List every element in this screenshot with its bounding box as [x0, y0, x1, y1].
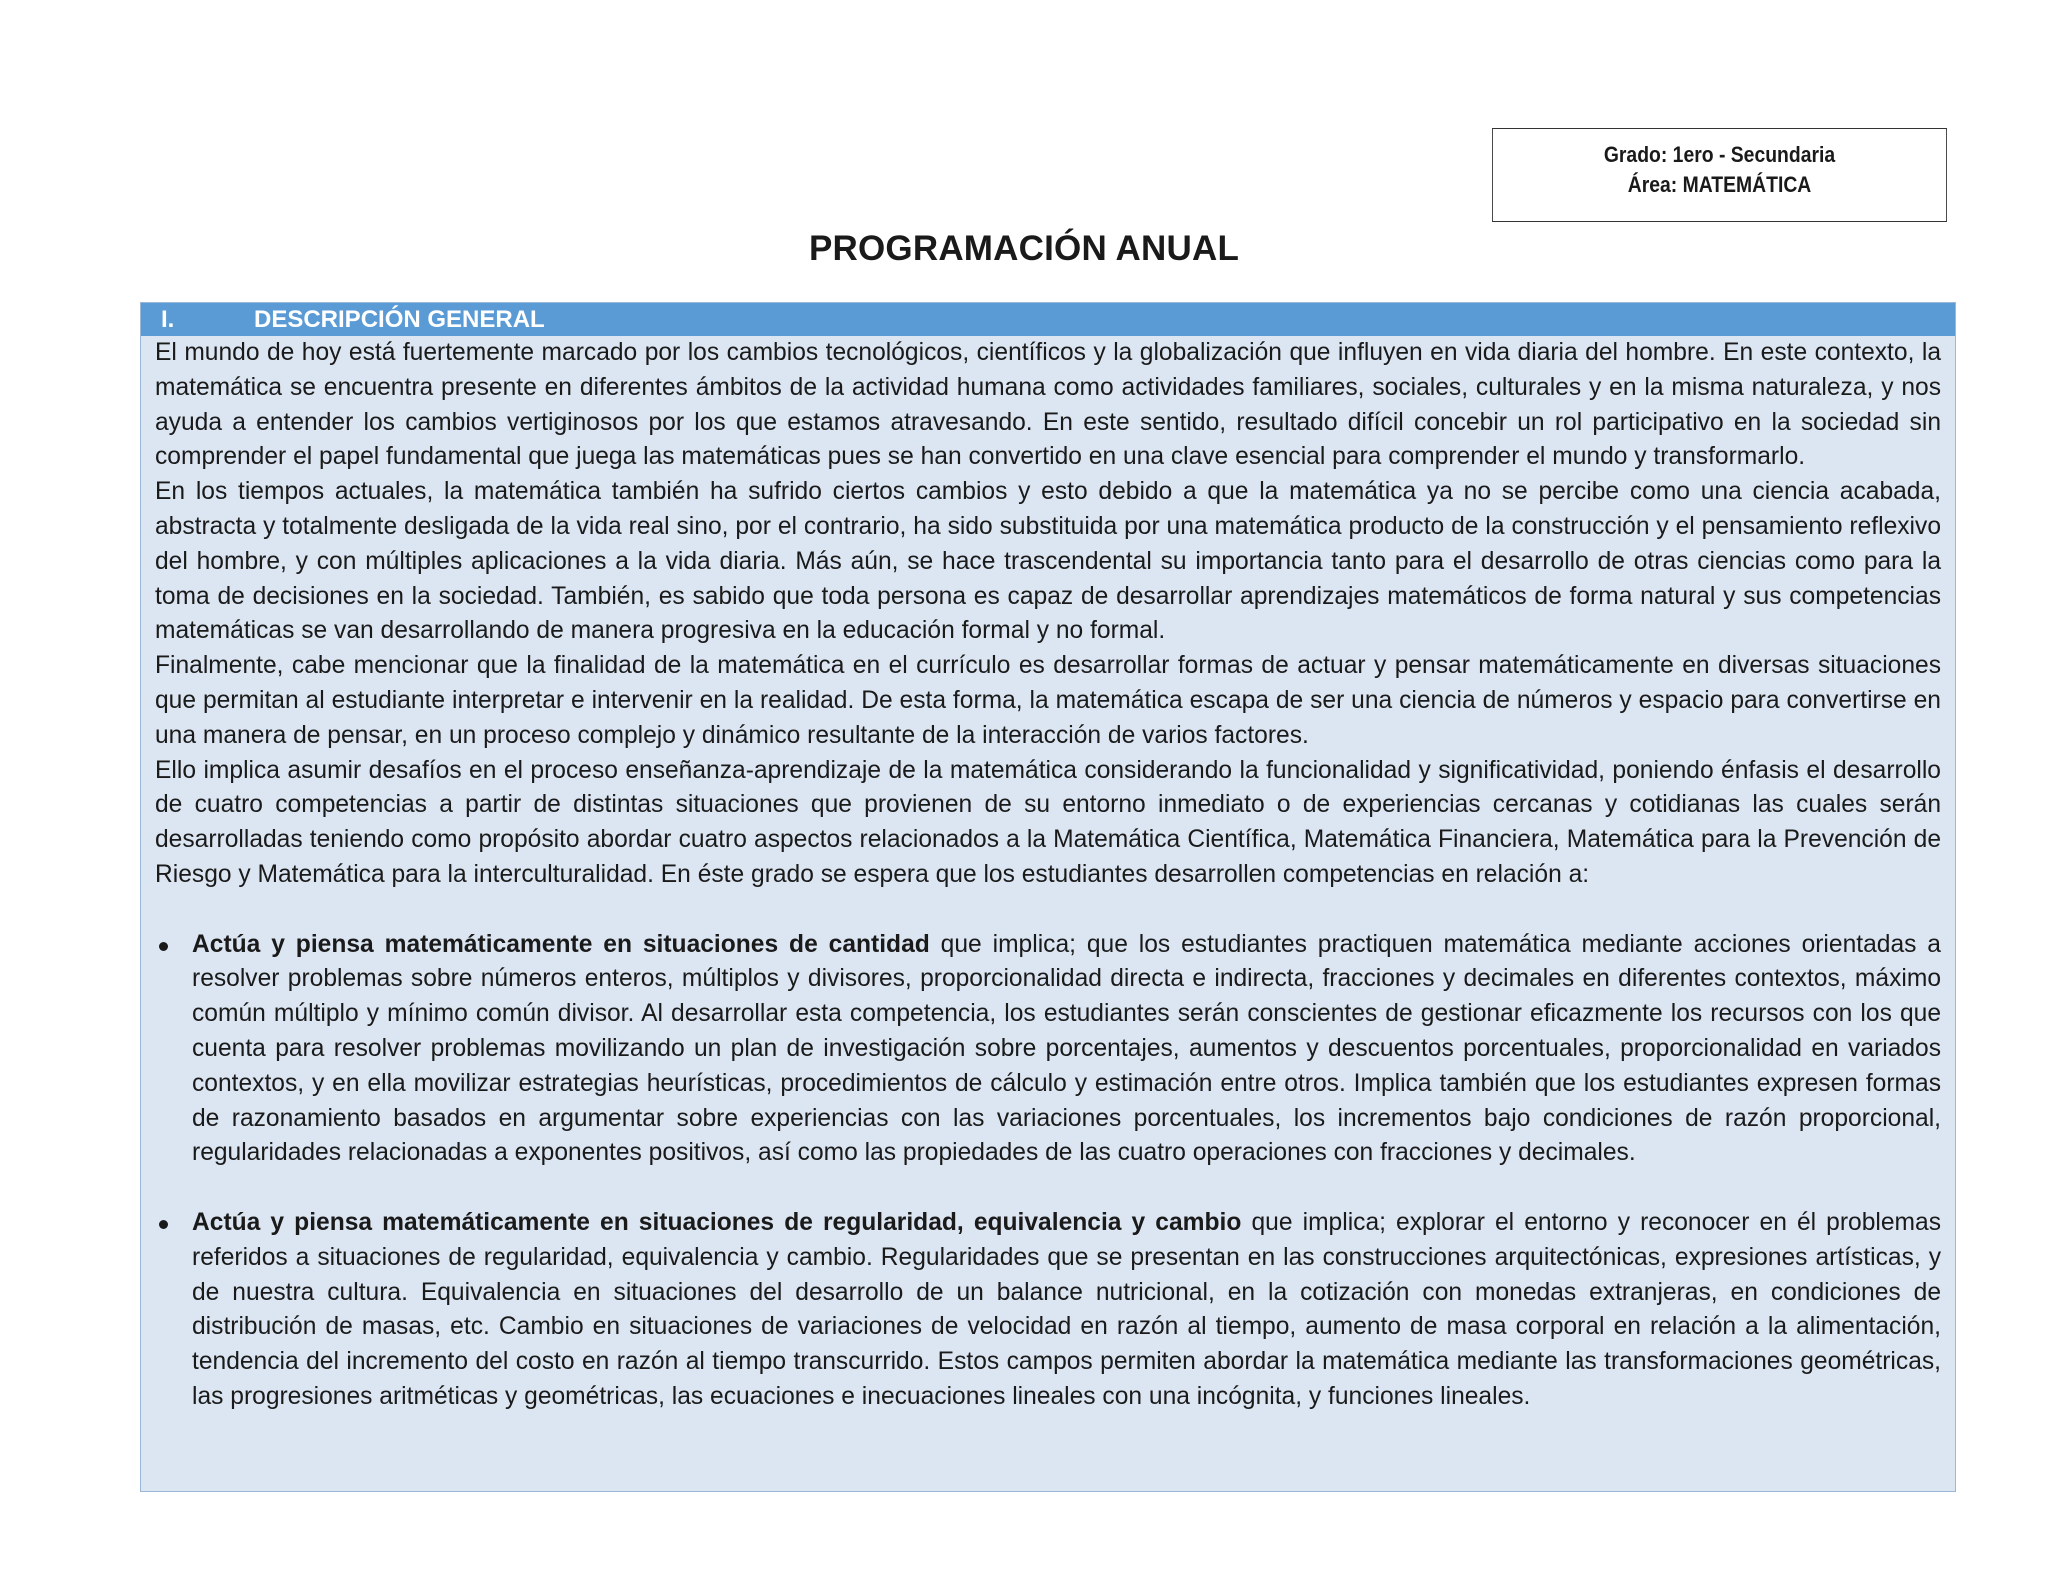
section-title: DESCRIPCIÓN GENERAL [254, 306, 545, 333]
section-general-description [140, 302, 1956, 1492]
bullet-bold-text: Actúa y piensa matemáticamente en situaciones de cantidad [192, 930, 930, 958]
spacer [155, 1171, 1941, 1206]
bullet-icon [159, 942, 168, 951]
bullet-text: que implica; explorar el entorno y reconocer en él problemas referidos a situaciones de regularidad, equivalencia y cambio. Regularidades que se presentan en las construcciones arquitectónicas, expresiones artísticas, y de nuestra cultura. Equivalencia en situaciones del desarrollo de un balance nutricional, en la cotización con monedas extranjeras, en condiciones de distribución de masas, etc. Cambio en situaciones de variaciones de velocidad en razón al tiempo, aumento de masa corporal en relación a la alimentación, tendencia del incremento del costo en razón al tiempo transcurrido. Estos campos permiten abordar la matemática mediante las transformaciones geométricas, las progresiones aritméticas y geométricas, las ecuaciones e inecuaciones lineales con una incógnita, y funciones lineales. [192, 1208, 1942, 1410]
paragraph: Ello implica asumir desafíos en el proceso enseñanza-aprendizaje de la matemática considerando la funcionalidad y significatividad, poniendo énfasis el desarrollo de cuatro competencias a partir de distintas situaciones que provienen de su entorno inmediato o de experiencias cercanas y cotidianas las cuales serán desarrolladas teniendo como propósito abordar cuatro aspectos relacionados a la Matemática Científica, Matemática Financiera, Matemática para la Prevención de Riesgo y Matemática para la interculturalidad. En éste grado se espera que los estudiantes desarrollen competencias en relación a: [155, 756, 1941, 888]
section-header [141, 303, 1955, 336]
paragraph: En los tiempos actuales, la matemática también ha sufrido ciertos cambios y esto debido a que la matemática ya no se percibe como una ciencia acabada, abstracta y totalmente desligada de la vida real sino, por el contrario, ha sido substituida por una matemática producto de la construcción y el pensamiento reflexivo del hombre, y con múltiples aplicaciones a la vida diaria. Más aún, se hace trascendental su importancia tanto para el desarrollo de otras ciencias como para la toma de decisiones en la sociedad. También, es sabido que toda persona es capaz de desarrollar aprendizajes matemáticos de forma natural y sus competencias matemáticas se van desarrollando de manera progresiva en la educación formal y no formal. [155, 478, 1941, 645]
section-body [141, 336, 1955, 1415]
grade-label: Grado: 1ero - Secundaria [1603, 142, 1836, 167]
grade-area-box [1492, 128, 1947, 222]
spacer [155, 893, 1941, 928]
paragraph: Finalmente, cabe mencionar que la finalidad de la matemática en el currículo es desarrollar formas de actuar y pensar matemáticamente en diversas situaciones que permitan al estudiante interpretar e intervenir en la realidad. De esta forma, la matemática escapa de ser una ciencia de números y espacio para convertirse en una manera de pensar, en un proceso complejo y dinámico resultante de la interacción de varios factores. [155, 652, 1941, 749]
page-title: PROGRAMACIÓN ANUAL [808, 229, 1240, 268]
bullet-item-regularidad [155, 1206, 1941, 1415]
section-number: I. [161, 306, 175, 333]
bullet-item-cantidad [155, 928, 1941, 1172]
bullet-icon [159, 1220, 168, 1229]
bullet-bold-text: Actúa y piensa matemáticamente en situaciones de regularidad, equivalencia y cambio [192, 1208, 1242, 1236]
area-label: Área: MATEMÁTICA [1627, 172, 1812, 197]
bullet-text: que implica; que los estudiantes practiquen matemática mediante acciones orientadas a resolver problemas sobre números enteros, múltiplos y divisores, proporcionalidad directa e indirecta, fracciones y decimales en diferentes contextos, máximo común múltiplo y mínimo común divisor. Al desarrollar esta competencia, los estudiantes serán conscientes de gestionar eficazmente los recursos con los que cuenta para resolver problemas movilizando un plan de investigación sobre porcentajes, aumentos y descuentos porcentuales, proporcionalidad en variados contextos, y en ella movilizar estrategias heurísticas, procedimientos de cálculo y estimación entre otros. Implica también que los estudiantes expresen formas de razonamiento basados en argumentar sobre experiencias con las variaciones porcentuales, los incrementos bajo condiciones de razón proporcional, regularidades relacionadas a exponentes positivos, así como las propiedades de las cuatro operaciones con fracciones y decimales. [192, 930, 1941, 1167]
paragraph: El mundo de hoy está fuertemente marcado por los cambios tecnológicos, científicos y la globalización que influyen en vida diaria del hombre. En este contexto, la matemática se encuentra presente en diferentes ámbitos de la actividad humana como actividades familiares, sociales, culturales y en la misma naturaleza, y nos ayuda a entender los cambios vertiginosos por los que estamos atravesando. En este sentido, resultado difícil concebir un rol participativo en la sociedad sin comprender el papel fundamental que juega las matemáticas pues se han convertido en una clave esencial para comprender el mundo y transformarlo. [155, 339, 1941, 471]
